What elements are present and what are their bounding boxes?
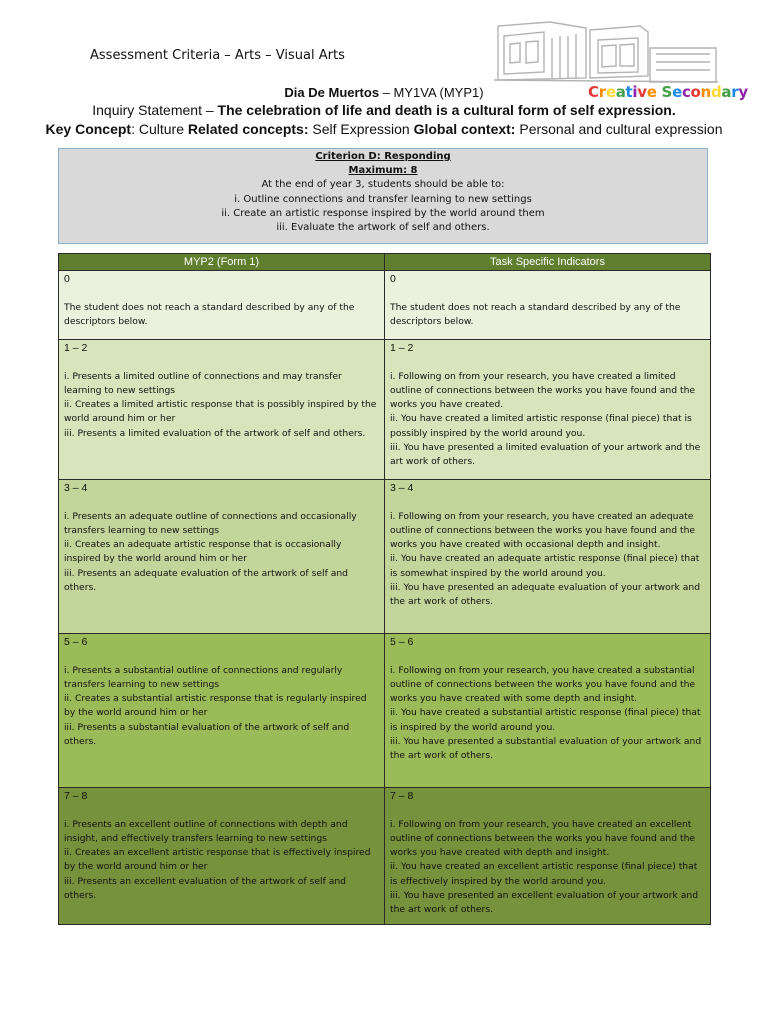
unit-name: Dia De Muertos: [284, 85, 380, 100]
logo-letter: o: [690, 83, 701, 101]
inquiry-text: The celebration of life and death is a cultural form of self expression.: [217, 102, 676, 118]
table-row: [59, 788, 711, 925]
band-label: 0: [390, 273, 396, 286]
related-concepts-value: Self Expression: [308, 121, 414, 137]
logo-letter: c: [681, 83, 691, 101]
descriptor-text: ii. You have created a limited artistic response (final piece) that is possibly inspired by the world around you.: [390, 413, 692, 439]
descriptor-text: ii. Creates a limited artistic response that is possibly inspired by the world around him or her: [64, 399, 377, 425]
concepts-line: [0, 121, 768, 137]
descriptor-text: i. Following on from your research, you have created a substantial outline of connections between the works you have found and the works you have created with some depth and insight.: [390, 664, 696, 705]
logo-letter: a: [615, 83, 626, 101]
table-row: [59, 340, 711, 480]
criterion-objective: i. Outline connections and transfer learning to new settings: [234, 193, 532, 205]
myp2-descriptor-cell: [59, 634, 385, 788]
criterion-box: [58, 148, 708, 244]
descriptor-text: ii. Creates an excellent artistic response that is effectively inspired by the world around him or her: [64, 847, 371, 873]
logo-letter: n: [700, 83, 711, 101]
descriptor-text: i. Presents an adequate outline of connections and occasionally transfers learning to new settings: [64, 510, 357, 536]
logo-letter: e: [646, 83, 657, 101]
descriptor-text: ii. Creates an adequate artistic response that is occasionally inspired by the world around him or her: [64, 539, 342, 565]
related-concepts-label: Related concepts:: [187, 121, 309, 137]
band-label: 0: [64, 273, 70, 286]
descriptor-text: iii. Presents a limited evaluation of the artwork of self and others.: [64, 427, 366, 439]
descriptor-text: i. Following on from your research, you have created an excellent outline of connections between the works you have found and the works you have created with depth and insight.: [390, 818, 696, 859]
band-label: 3 – 4: [390, 482, 414, 495]
descriptor-text: iii. You have presented an excellent evaluation of your artwork and the art work of others.: [390, 890, 699, 916]
criterion-maximum: Maximum: 8: [348, 165, 418, 177]
criterion-objective: iii. Evaluate the artwork of self and others.: [276, 222, 490, 234]
descriptor-text: iii. Presents a substantial evaluation of the artwork of self and others.: [64, 721, 350, 748]
table-row: [59, 271, 711, 340]
band-label: 5 – 6: [390, 636, 414, 649]
descriptor-text: ii. You have created an adequate artistic response (final piece) that is somewhat inspired by the world around you.: [390, 553, 700, 579]
logo-letter: C: [588, 83, 599, 101]
descriptor-text: i. Following on from your research, you have created an adequate outline of connections between the works you have found and the works you have created with occasional depth and insight.: [390, 510, 696, 551]
logo-letter: r: [731, 83, 739, 101]
task-indicator-cell: [385, 480, 711, 634]
descriptor-text: ii. Creates a substantial artistic response that is regularly inspired by the world around him or her: [64, 693, 367, 719]
descriptor-text: i. Presents a substantial outline of connections and regularly transfers learning to new settings: [64, 664, 343, 690]
criterion-heading: Criterion D: Responding: [315, 151, 451, 162]
task-indicator-cell: [385, 340, 711, 480]
band-label: 7 – 8: [64, 790, 88, 803]
band-label: 1 – 2: [390, 342, 414, 355]
band-label: 3 – 4: [64, 482, 88, 495]
descriptor-text: iii. You have presented a substantial evaluation of your artwork and the art work of others.: [390, 736, 702, 762]
logo-letter: e: [672, 83, 682, 101]
logo-letter: t: [625, 83, 633, 101]
descriptor-text: ii. You have created an excellent artistic response (final piece) that is effectively inspired by the world around you.: [390, 861, 698, 887]
descriptor-text: i. Presents an excellent outline of connections with depth and insight, and effectively transfers learning to new settings: [64, 818, 348, 844]
criterion-intro: At the end of year 3, students should be able to:: [261, 179, 505, 191]
table-row: [59, 634, 711, 788]
inquiry-statement: [0, 102, 768, 118]
descriptor-text: The student does not reach a standard described by any of the descriptors below.: [390, 301, 681, 327]
task-indicator-cell: [385, 788, 711, 925]
column-header-task-indicators: Task Specific Indicators: [385, 254, 711, 271]
task-indicator-cell: [385, 634, 711, 788]
logo-letter: a: [721, 83, 732, 101]
descriptor-text: iii. You have presented an adequate evaluation of your artwork and the art work of others.: [390, 582, 701, 608]
band-label: 1 – 2: [64, 342, 88, 355]
myp2-descriptor-cell: [59, 271, 385, 340]
myp2-descriptor-cell: [59, 340, 385, 480]
criterion-objective: ii. Create an artistic response inspired by the world around them: [221, 207, 545, 219]
descriptor-text: i. Following on from your research, you have created a limited outline of connections between the works you have found and the works you have created.: [390, 370, 696, 411]
logo-letter: d: [710, 83, 722, 101]
logo-letter: e: [605, 83, 616, 101]
unit-code: – MY1VA (MYP1): [379, 85, 484, 100]
table-header-row: [59, 254, 711, 271]
logo-letter: v: [637, 83, 647, 101]
band-label: 5 – 6: [64, 636, 88, 649]
column-header-myp2: MYP2 (Form 1): [59, 254, 385, 271]
band-label: 7 – 8: [390, 790, 414, 803]
inquiry-label: Inquiry Statement –: [92, 102, 218, 118]
logo-letter: r: [598, 83, 606, 101]
global-context-label: Global context:: [413, 121, 516, 137]
descriptor-text: iii. You have presented a limited evaluation of your artwork and the art work of others.: [390, 442, 701, 468]
logo-letter: i: [632, 83, 638, 101]
assessment-criteria-heading: Assessment Criteria – Arts – Visual Arts: [90, 48, 345, 63]
key-concept-label: Key Concept: [45, 121, 132, 137]
descriptor-text: The student does not reach a standard described by any of the descriptors below.: [64, 301, 355, 327]
descriptor-text: i. Presents a limited outline of connections and may transfer learning to new settings: [64, 370, 342, 396]
assessment-table: [58, 253, 711, 925]
logo-letter: S: [661, 83, 673, 101]
task-indicator-cell: [385, 271, 711, 340]
descriptor-text: ii. You have created a substantial artistic response (final piece) that is inspired by the world around you.: [390, 707, 701, 733]
logo-letter: y: [738, 83, 748, 101]
myp2-descriptor-cell: [59, 480, 385, 634]
key-concept-value: : Culture: [131, 121, 188, 137]
descriptor-text: iii. Presents an adequate evaluation of the artwork of self and others.: [64, 567, 349, 594]
unit-title: [0, 85, 768, 100]
table-row: [59, 480, 711, 634]
global-context-value: Personal and cultural expression: [515, 121, 723, 137]
descriptor-text: iii. Presents an excellent evaluation of the artwork of self and others.: [64, 875, 347, 902]
myp2-descriptor-cell: [59, 788, 385, 925]
